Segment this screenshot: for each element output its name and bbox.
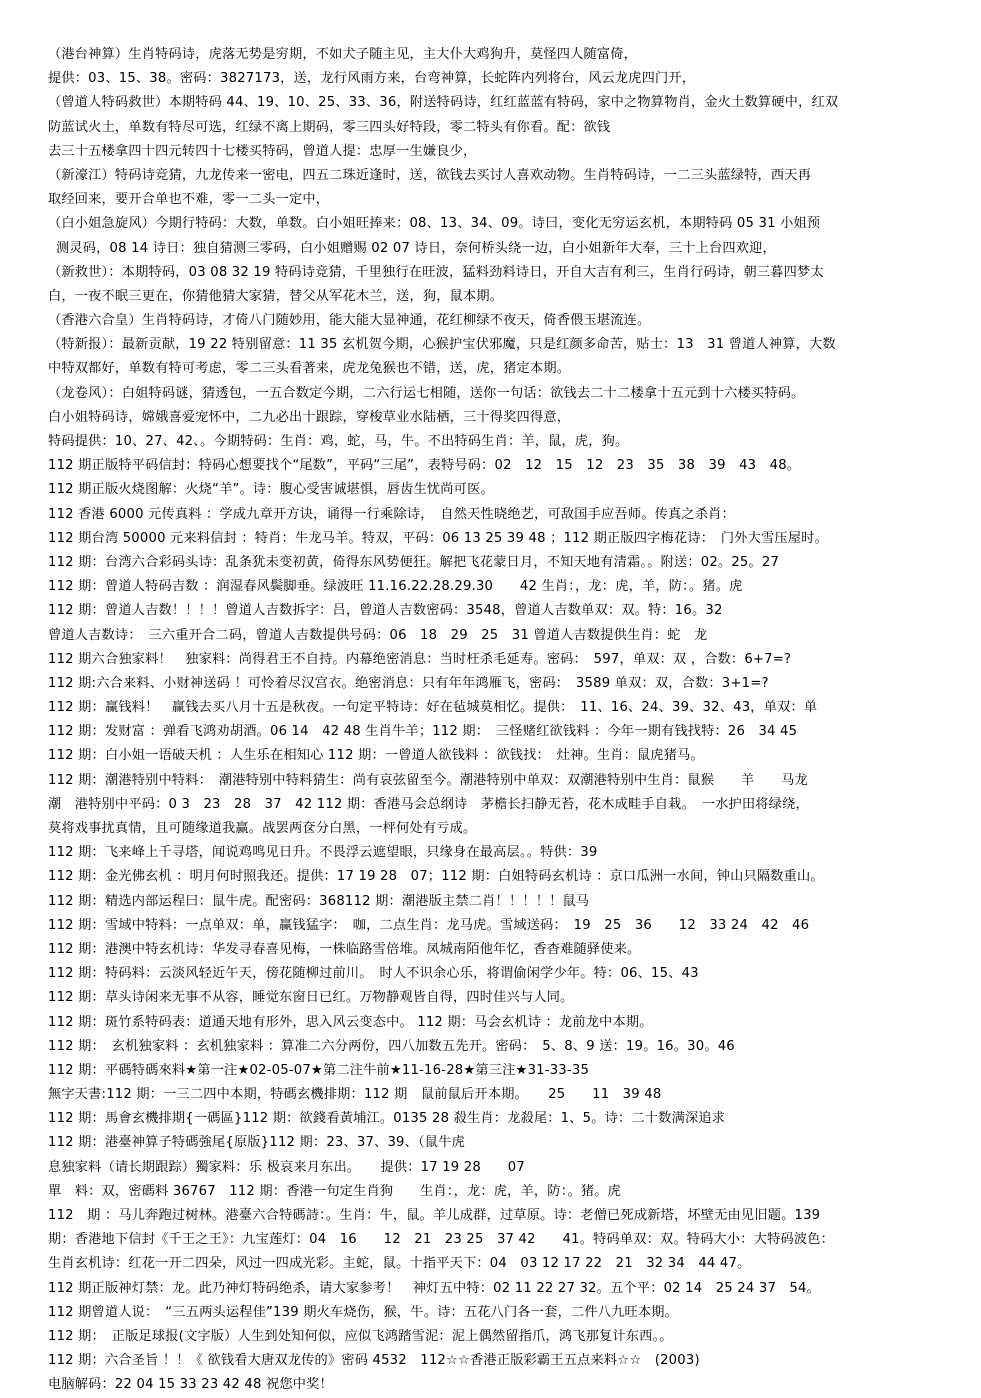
text-line: 112 香港 6000 元传真料 ：学成九章开方诀，诵得一行乘除诗， 自然天性晓绝艺，可敌国手应吾师。传真之杀肖： — [48, 506, 735, 522]
text-line: （新救世）：本期特码，03 08 32 19 特码诗竞猜，千里独行在旺波，猛料劲料诗日，开自大吉有利三，生肖行码诗，朝三暮四梦太 — [48, 264, 824, 280]
text-line: 莫将戏事扰真情，且可随缘道我赢。战罢两奁分白黑，一枰何处有亏成。 — [48, 821, 477, 836]
text-line: （港台神算）生肖特码诗，虎落无势是穷期，不如犬子随主见，主大仆大鸡狗升，莫怪四人随富倚， — [48, 47, 638, 62]
text-line: 112 期正版特平码信封：特码心想要找个“尾数”，平码“三尾”，表特号码：02 12 15 12 23 35 38 39 43 48。 — [48, 458, 801, 474]
text-line: 112 期：特码料：云淡风轻近午天，傍花随柳过前川。 时人不识余心乐，将谓偷闲学少年。特：06、15、43 — [48, 966, 699, 982]
text-line: 112 期 ：马儿奔跑过树林。港臺六合特碼詩：。生肖：牛，鼠。羊儿成群，过草原。诗：老僧已死成新塔，坏壁无由见旧题。139 — [48, 1208, 821, 1223]
text-line: 112 期：精选内部运程曰：鼠牛虎。配密码：368112 期：潮港版主禁二肖！！！！！鼠马 — [48, 893, 590, 909]
text-line: 112 期：发财富 ：弹看飞鸿劝胡酒。06 14 42 48 生肖牛羊；112 期： 三怪赌红欲钱料 ：今年一期有钱找特：26 34 45 — [48, 724, 798, 740]
text-line: 曾道人吉数诗： 三六重开合二码，曾道人吉数提供号码：06 18 29 25 31 曾道人吉数提供生肖：蛇 龙 — [48, 627, 708, 643]
text-line: 112 期： 玄机独家料 ：玄机独家料 ：算准二六分两份，四八加数五先开。密码： 5、8、9 送：19。16。30。46 — [48, 1038, 735, 1054]
text-line: 中特双都好，单数有特可考虑，零二三头看著来，虎龙兔猴也不错，送，虎，猪定本期。 — [48, 361, 571, 377]
text-line: 112 期：飞来峰上千寻塔，闻说鸡鸣见日升。不畏浮云遮望眼，只缘身在最高层。。特供：39 — [48, 845, 598, 861]
text-line: 生肖玄机诗：红花一开二四朵，风过一四成光彩。主蛇，鼠。十指平天下：04 03 12 17 22 21 32 34 44 47。 — [48, 1256, 751, 1272]
text-line: （龙卷风）：白姐特码谜，猜透包，一五合数定今期，二六行运七相随，送你一句话：欲钱去二十二楼拿十五元到十六楼买特码。 — [48, 385, 805, 401]
text-line: 测灵码，08 14 诗日：独自猜测三零码，白小姐赠赐 02 07 诗日，奈何桥头绕一边，白小姐新年大奉，三十上台四欢迎， — [56, 240, 776, 256]
text-line: （白小姐急旋风）今期行特码：大数，单数。白小姐旺捧来：08、13、34、09。诗曰，变化无穷运玄机，本期特码 05 31 小姐预 — [48, 216, 821, 232]
text-line: 去三十五楼拿四十四元转四十七楼买特码，曾道人提：忠厚一生嫌良少， — [48, 143, 477, 159]
text-line: 112 期：斑竹系特码表：道通天地有形外，思入风云变态中。 112 期：马会玄机诗 ：龙前龙中本期。 — [48, 1014, 653, 1030]
text-line: 112 期六合独家料！ 独家料：尚得君王不自持。内幕绝密消息：当时枉杀毛延寿。密码： 597，单双：双 ，合数：6+7=? — [48, 651, 792, 667]
text-line: 112 期正版神灯禁：龙。此乃神灯特码绝杀，请大家参考！ 神灯五中特：02 11 22 27 32。五个平：02 14 25 24 37 54。 — [48, 1280, 821, 1296]
text-line: 112 期台湾 50000 元来料信封 ：特肖：牛龙马羊。特双，平码：06 13 25 39 48 ；112 期正版四字梅花诗： 门外大雪压屋时。 — [48, 530, 828, 546]
text-line: 防蓝试火土，单数有特尽可选，红绿不离上期码，零三四头好特段，零二特头有你看。配：欲钱 — [48, 119, 611, 135]
text-line: （新濠江）特码诗竞猜，九龙传来一密电，四五二珠近逢时，送，欲钱去买讨人喜欢动物。生肖特码诗，一二三头蓝绿特，西天再 — [48, 167, 812, 183]
text-line: 無字天書:112 期：一三二四中本期，特碼玄機排期：112 期 鼠前鼠后开本期。 25 11 39 48 — [48, 1087, 662, 1103]
text-line: 112 期：港臺神算子特碼強尾{原版}112 期：23、37、39、（鼠牛虎 — [48, 1135, 465, 1151]
text-line: 112 期正版火烧图解：火烧“羊”。诗：腹心受害诚堪惧，唇齿生忧尚可医。 — [48, 482, 494, 498]
text-line: 112 期：雪域中特料：一点单双：单，赢钱猛字： 咖，二点生肖：龙马虎。雪域送码： 19 25 36 12 33 24 42 46 — [48, 917, 810, 933]
text-line: 單 料：双，密碼料 36767 112 期：香港一句定生肖狗 生肖：，龙：虎，羊，防：。猪。虎 — [48, 1183, 622, 1199]
text-line: 112 期：港澳中特玄机诗：华发寻春喜见梅，一株临路雪倍堆。凤城南陌他年忆，香杳难随驿使来。 — [48, 941, 641, 957]
text-line: 电脑解码：22 04 15 33 23 42 48 祝您中奖！ — [48, 1377, 333, 1393]
text-line: 112 期曾道人说： “三五两头运程佳”139 期火车烧伤，猴，牛。诗：五花八门各一套，二件八九旺本期。 — [48, 1304, 679, 1320]
text-line: 112 期：潮港特别中特料： 潮港特别中特料猜生：尚有哀弦留至今。潮港特别中单双：双潮港特别中生肖：鼠猴 羊 马龙 — [48, 772, 808, 788]
text-line: 息独家料（请长期跟踪）獨家料：乐 极哀来月东出。 提供：17 19 28 07 — [48, 1159, 525, 1175]
text-line: 提供：03、15、38。密码：3827173，送，龙行风雨方来，台弯神算，长蛇阵内列将台，风云龙虎四门开， — [48, 71, 696, 87]
text-line: 期：香港地下信封《千王之王》：九宝莲灯：04 16 12 21 23 25 37 42 41。特码单双：双。特码大小：大特码波色： — [48, 1232, 835, 1248]
text-line: 取经回来，要开合单也不难，零一二头一定中， — [48, 192, 330, 208]
text-line: 112 期：台湾六合彩码头诗：乱条犹未变初黄，倚得东风势便狂。解把飞花蒙日月，不知天地有清霜。。附送：02。25。27 — [48, 554, 780, 570]
text-line: 112 期： 正版足球报(文字版）人生到处知何似，应似飞鸿踏雪泥：泥上偶然留指爪，鸿飞那复计东西。。 — [48, 1328, 673, 1344]
text-line: 特码提供：10、27、42、。今期特码：生肖：鸡，蛇，马，牛。不出特码生肖：羊，鼠，虎，狗。 — [48, 434, 629, 449]
text-line: 112 期：草头诗闲来无事不从容，睡觉东窗日已红。万物静观皆自得，四时佳兴与人同。 — [48, 990, 574, 1006]
text-line: 112 期:六合来料、小财神送码 ！可怜着尽汉宫衣。绝密消息：只有年年鸿雁飞，密码： 3589 单双：双，合数：3+1=? — [48, 675, 769, 691]
text-line: 112 期：曾道人特码吉数 ：润湿春风鬓脚垂。绿波旺 11.16.22.28.29.30 42 生肖：，龙：虎，羊，防：。猪。虎 — [48, 579, 743, 595]
text-line: 潮 港特别中平码：0 3 23 28 37 42 112 期：香港马会总纲诗 茅檐长扫静无苔，花木成畦手自栽。 一水护田将绿绕， — [48, 796, 809, 812]
text-line: 112 期：赢钱料！ 赢钱去买八月十五是秋夜。一句定平特诗：好在毡城莫相忆。提供： 11、16、24、39、32、43，单双：单 — [48, 700, 818, 716]
text-line: 112 期：白小姐一语破天机 ：人生乐在相知心 112 期：一曾道人欲钱料 ：欲钱找： 灶神。生肖：鼠虎猪马。 — [48, 748, 704, 764]
text-line: 112 期：六合圣旨 ！！《 欲钱看大唐双龙传的》密码 4532 112☆☆香港正版彩霸王五点来料☆☆ (2003) — [48, 1353, 700, 1369]
text-line: 112 期：曾道人吉数！！！！曾道人吉数拆字：吕，曾道人吉数密码：3548，曾道人吉数单双：双。特：16。32 — [48, 603, 723, 619]
text-line: 白小姐特码诗，嫦娥喜爱宠怀中，二九必出十跟踪，穿梭草业水陆栖，三十得奖四得意， — [48, 409, 571, 425]
text-line: （曾道人特码救世）本期特码 44、19、10、25、33、36，附送特码诗，红红蓝蓝有特码，家中之物算物肖，金火土数算硬中，红双 — [48, 95, 839, 111]
text-line: （香港六合皇）生肖特码诗，才倚八门随妙用，能大能大显神通，花红柳绿不夜天，倚香偎玉堪流连。 — [48, 313, 651, 329]
text-line: （特新报）：最新贡献，19 22 特别留意：11 35 玄机贺今期，心猴护宝伏邪魔，只是红颜多命苦，贴士：13 31 曾道人神算，大数 — [48, 337, 836, 353]
text-line: 112 期：馬會玄機排期{一碼區}112 期：欲錢看黃埔江。0135 28 殺生肖：龙殺尾：1、5。诗：二十数满深追求 — [48, 1111, 726, 1127]
text-line: 白，一夜不眠三更在，你猜他猜大家猜，替父从军花木兰，送，狗，鼠本期。 — [48, 288, 504, 304]
text-line: 112 期：金光佛玄机 ：明月何时照我还。提供：17 19 28 07；112 期：白姐特码玄机诗 ：京口瓜洲一水间，钟山只隔数重山。 — [48, 869, 824, 885]
text-line: 112 期：平碼特碼來料★第一注★02-05-07★第二注牛前★11-16-28★第三注★31-33-35 — [48, 1062, 590, 1078]
